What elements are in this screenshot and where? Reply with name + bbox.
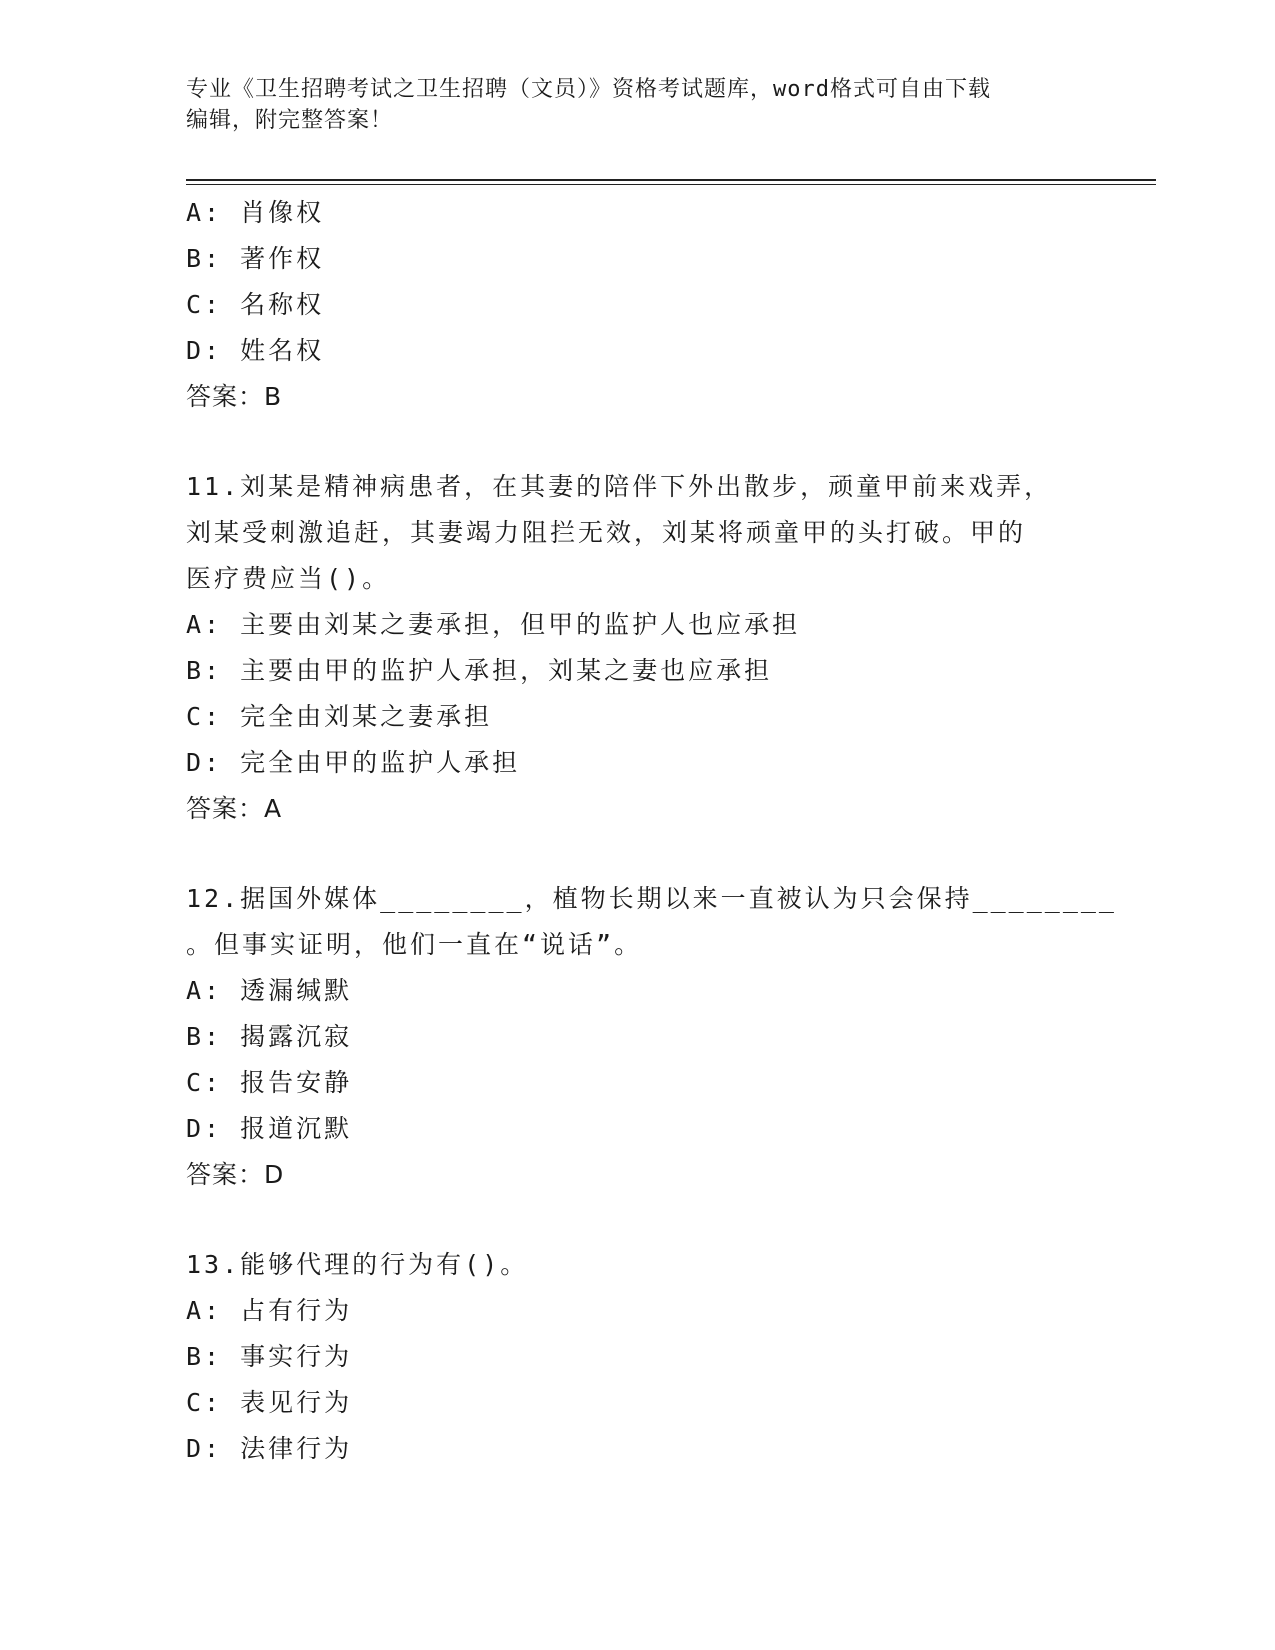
- header-line-2: 编辑，附完整答案！: [186, 108, 394, 133]
- option-a: A: 占有行为: [186, 1296, 353, 1325]
- option-d: D: 姓名权: [186, 336, 325, 365]
- header-divider: [186, 179, 1156, 185]
- option-d: D: 完全由甲的监护人承担: [186, 748, 521, 777]
- option-a: A: 主要由刘某之妻承担，但甲的监护人也应承担: [186, 610, 801, 639]
- question-text-line-3: 医疗费应当()。: [186, 564, 391, 593]
- spacer: [186, 832, 1086, 876]
- question-text-line-1: 11.刘某是精神病患者，在其妻的陪伴下外出散步，顽童甲前来戏弄，: [186, 472, 1053, 501]
- question-text-line-2: 刘某受刺激追赶，其妻竭力阻拦无效，刘某将顽童甲的头打破。甲的: [186, 518, 1027, 547]
- option-b: B: 事实行为: [186, 1342, 353, 1371]
- option-c: C: 表见行为: [186, 1388, 353, 1417]
- answer: 答案：D: [186, 1160, 285, 1189]
- spacer: [186, 420, 1086, 464]
- option-a: A: 肖像权: [186, 198, 325, 227]
- question-12: [186, 876, 1117, 1198]
- option-d: D: 法律行为: [186, 1434, 353, 1463]
- option-b: B: 揭露沉寂: [186, 1022, 353, 1051]
- option-c: C: 名称权: [186, 290, 325, 319]
- option-c: C: 完全由刘某之妻承担: [186, 702, 493, 731]
- option-b: B: 主要由甲的监护人承担，刘某之妻也应承担: [186, 656, 773, 685]
- question-text-line-1: 13.能够代理的行为有()。: [186, 1250, 529, 1279]
- header-line-1: 专业《卫生招聘考试之卫生招聘（文员）》资格考试题库，word格式可自由下载: [186, 77, 991, 102]
- answer: 答案：A: [186, 794, 283, 823]
- document-header: [186, 74, 1066, 136]
- question-10: [186, 190, 1086, 420]
- question-list: [186, 190, 1117, 1472]
- question-text-line-1: 12.据国外媒体________，植物长期以来一直被认为只会保持________: [186, 884, 1117, 913]
- answer: 答案：B: [186, 382, 283, 411]
- spacer: [186, 1198, 1086, 1242]
- question-13: [186, 1242, 1086, 1472]
- option-a: A: 透漏缄默: [186, 976, 353, 1005]
- option-c: C: 报告安静: [186, 1068, 353, 1097]
- question-11: [186, 464, 1086, 832]
- question-text-line-2: 。但事实证明，他们一直在“说话”。: [186, 930, 643, 959]
- option-d: D: 报道沉默: [186, 1114, 353, 1143]
- option-b: B: 著作权: [186, 244, 325, 273]
